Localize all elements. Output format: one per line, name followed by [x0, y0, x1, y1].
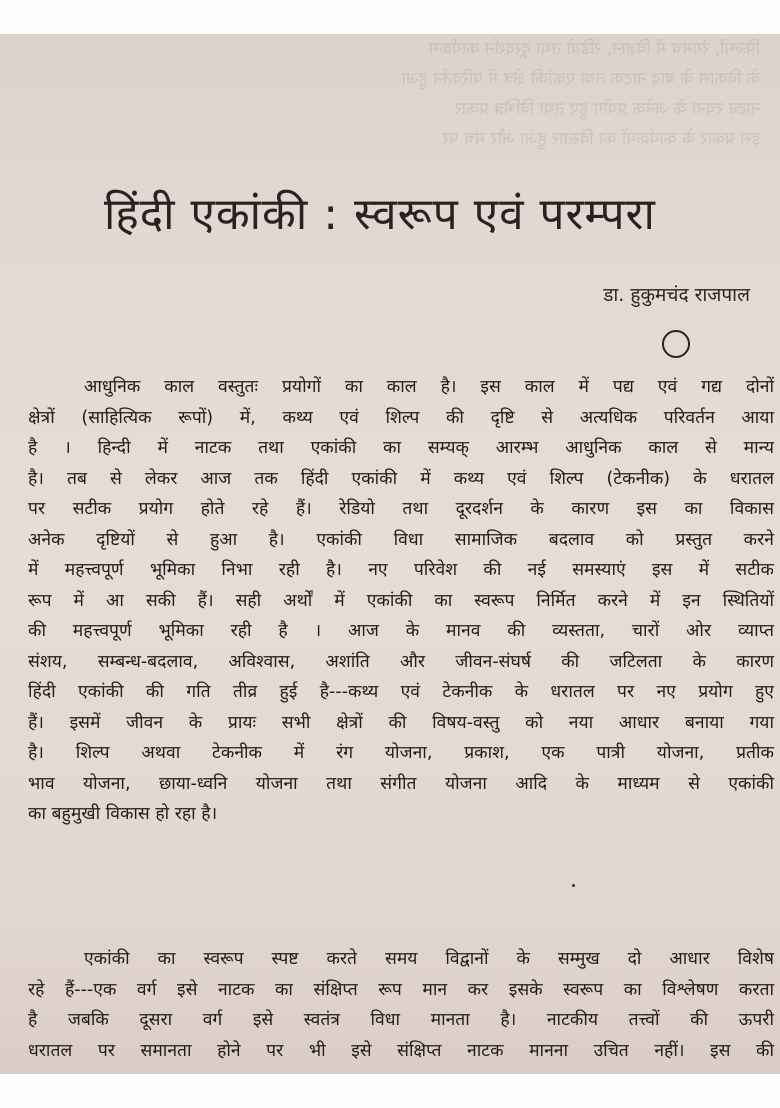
text-line: है। शिल्प अथवा टेकनीक में रंग योजना, प्रकाश, एक पात्री योजना, प्रतीक — [28, 743, 774, 763]
bleed-line: के विकास के बाद नाटक तथा एकांकी क्षेत्र में परिवर्तन हुआ — [401, 69, 760, 89]
text-line: का बहुमुखी विकास हो रहा है। — [28, 804, 218, 824]
text-line: रहे हैं---एक वर्ग इसे नाटक का संक्षिप्त रूप मान कर इसके स्वरूप का विश्लेषण करता — [28, 979, 774, 1000]
circle-ornament-icon — [662, 330, 690, 358]
text-line: रूप में आ सकी हैं। सही अर्थों में एकांकी का स्वरूप निर्मित करने में इन स्थितियों — [28, 590, 774, 611]
text-line: हैं। इसमें जीवन के प्रायः सभी क्षेत्रों की विषय-वस्तु को नया आधार बनाया गया — [28, 712, 774, 733]
bleed-line: इस प्रकार के कार्यक्रमों का विस्तार हुआ और मंच पर — [442, 129, 760, 149]
text-line: संशय, सम्बन्ध-बदलाव, अविश्वास, अशांति और जीवन-संघर्ष की जटिलता के कारण — [28, 651, 774, 672]
bleed-line: नाट्य रचना के अनेक प्रयोग हुए तथा विभिन्न प्रकार — [454, 99, 760, 119]
show-through-text — [20, 34, 760, 154]
text-line: भाव योजना, छाया-ध्वनि योजना तथा संगीत योजना आदि के माध्यम से एकांकी — [28, 773, 774, 794]
text-line: पर सटीक प्रयोग होते रहे हैं। रेडियो तथा दूरदर्शन के कारण इस का विकास — [28, 499, 774, 519]
text-line: की महत्त्वपूर्ण भूमिका रही है । आज के मानव की व्यस्तता, चारों ओर व्याप्त — [28, 621, 774, 641]
text-line: आधुनिक काल वस्तुतः प्रयोगों का काल है। इस काल में पद्य एवं गद्य दोनों — [84, 377, 774, 397]
text-line: है जबकि दूसरा वर्ग इसे स्वतंत्र विधा मानता है। नाटकीय तत्त्वों की ऊपरी — [28, 1010, 774, 1030]
text-line: क्षेत्रों (साहित्यिक रूपों) में, कथ्य एवं शिल्प की दृष्टि से अत्यधिक परिवर्तन आया — [28, 407, 774, 428]
ink-speck — [572, 884, 575, 887]
text-line: एकांकी का स्वरूप स्पष्ट करते समय विद्वानों के सम्मुख दो आधार विशेष — [84, 949, 774, 969]
text-line: में महत्त्वपूर्ण भूमिका निभा रही है। नए परिवेश की नई समस्याएं इस में सटीक — [28, 560, 774, 580]
author-name: डा. हुकुमचंद राजपाल — [603, 284, 750, 306]
scanned-page — [0, 34, 780, 1074]
text-line: है। तब से लेकर आज तक हिंदी एकांकी में कथ्य एवं शिल्प (टेकनीक) के धरातल — [28, 468, 774, 489]
text-line: अनेक दृष्टियों से हुआ है। एकांकी विधा सामाजिक बदलाव को प्रस्तुत करने — [28, 529, 774, 550]
paragraph-2 — [28, 944, 774, 1066]
bleed-line: फ़िल्मों, रंगमंच में विज्ञान, रेडियो तथा दूरदर्शन कार्यक्रम — [428, 39, 760, 59]
text-line: धरातल पर समानता होने पर भी इसे संक्षिप्त नाटक मानना उचित नहीं। इस की — [28, 1040, 774, 1061]
text-line: हिंदी एकांकी की गति तीव्र हुई है---कथ्य एवं टेकनीक के धरातल पर नए प्रयोग हुए — [28, 682, 774, 702]
text-line: है । हिन्दी में नाटक तथा एकांकी का सम्यक् आरम्भ आधुनिक काल से मान्य — [28, 438, 774, 458]
paragraph-1 — [28, 372, 774, 830]
chapter-title: हिंदी एकांकी : स्वरूप एवं परम्परा — [104, 189, 656, 240]
